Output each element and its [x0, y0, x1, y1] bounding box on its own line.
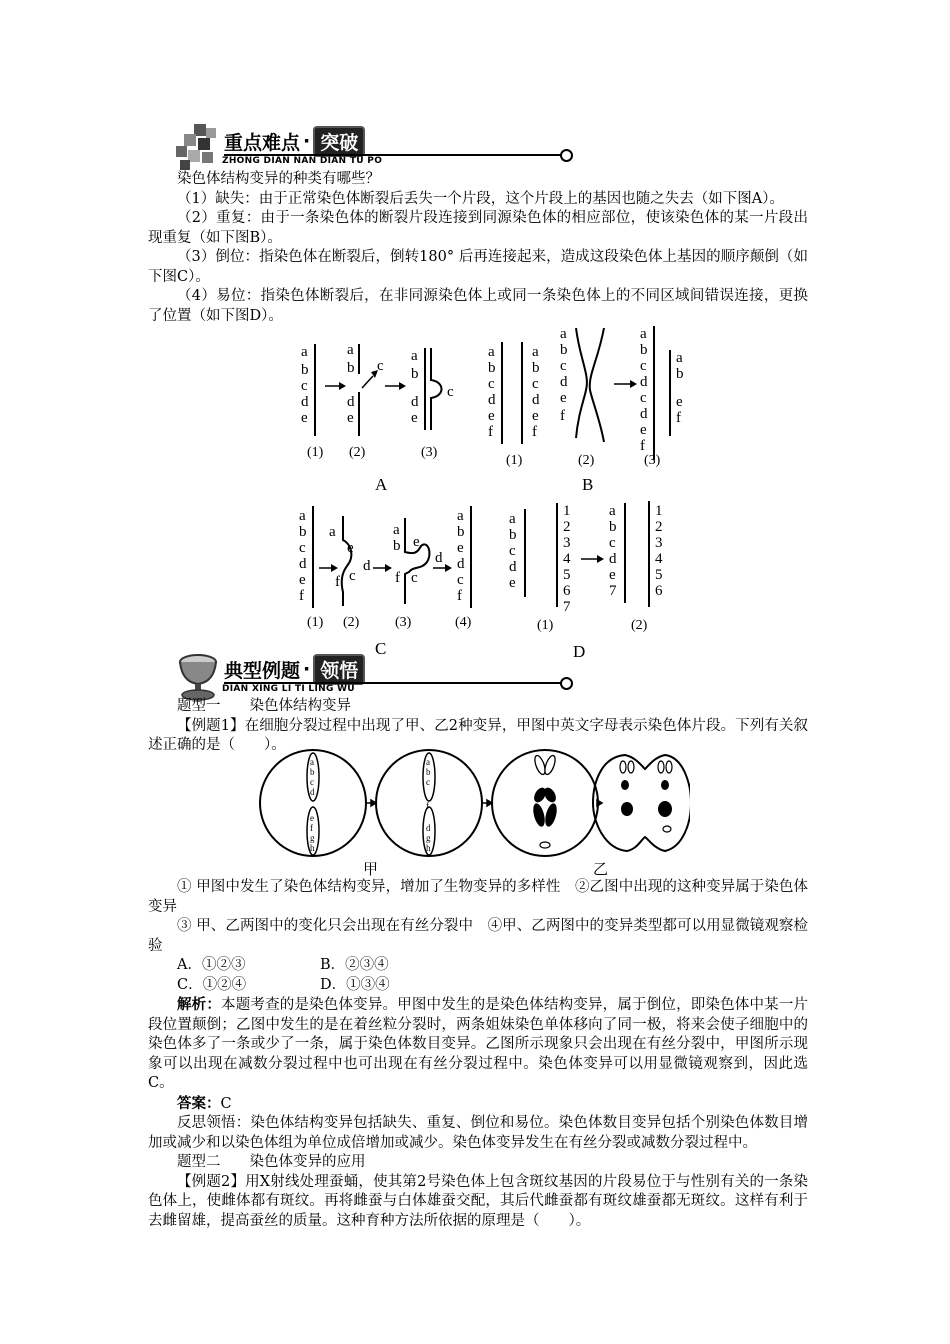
svg-text:e: e [509, 575, 516, 591]
paragraph-duplication: （2）重复：由于一条染色体的断裂片段连接到同源染色体的相应部位，使该染色体的某一片段出现重复（如下图B）。 [148, 210, 808, 246]
svg-text:c: c [299, 540, 306, 556]
example-1-body [148, 878, 808, 1231]
svg-text:3: 3 [563, 535, 571, 551]
svg-text:c: c [609, 535, 616, 551]
figure-d-caption: D [573, 642, 586, 661]
option-a: A．①②③ [177, 957, 246, 973]
figure-b-step-2-label: (2) [578, 453, 595, 468]
svg-text:a: a [411, 348, 418, 364]
example-2-label: 【例题2】 [177, 1173, 246, 1190]
example-1-label: 【例题1】 [177, 717, 245, 734]
svg-text:e: e [560, 390, 567, 406]
option-c: C．①②④ [177, 976, 247, 993]
svg-text:a: a [509, 511, 516, 527]
svg-text:e: e [488, 408, 495, 424]
figure-a-step-3-label: (3) [421, 445, 438, 460]
svg-text:d: d [301, 394, 309, 410]
svg-text:e: e [310, 813, 314, 823]
svg-text:7: 7 [609, 583, 617, 599]
banner-title: 重点难点 · 突破 [224, 128, 365, 154]
svg-text:e: e [532, 408, 539, 424]
banner-title-main: 重点难点 [224, 131, 301, 154]
svg-text:b: b [609, 519, 617, 535]
figure-d-step-2-label: (2) [631, 618, 648, 633]
analysis-text: 本题考查的是染色体变异。甲图中发生的是染色体结构变异，属于倒位，即染色体中某一片段位置颠倒；乙图中发生的是在着丝粒分裂时，两条姐妹染色单体移向了同一极，将来会使子细胞中的染色体多了一条或少了一条，属于染色体数目变异。乙图所示现象只会出现在有丝分裂中，甲图所示现象可以出现在减数分裂过程中也可出现在有丝分裂过程中。染色体变异可以用显微镜观察到，因此选C。 [148, 997, 809, 1091]
figure-label-jia: 甲 [363, 860, 379, 878]
svg-text:f: f [676, 410, 681, 426]
svg-text:b: b [426, 767, 431, 777]
svg-text:5: 5 [563, 567, 571, 583]
svg-text:f: f [426, 801, 429, 811]
svg-text:1: 1 [563, 503, 571, 519]
svg-text:d: d [426, 823, 431, 833]
svg-text:f: f [532, 424, 537, 440]
svg-text:d: d [299, 556, 307, 572]
svg-text:e: e [413, 534, 420, 550]
analysis-paragraph [148, 995, 808, 1094]
figure-c-step-2-label: (2) [343, 615, 360, 630]
svg-text:g: g [426, 833, 431, 843]
svg-text:c: c [447, 384, 454, 400]
svg-text:6: 6 [563, 583, 571, 599]
svg-text:d: d [347, 394, 355, 410]
svg-text:a: a [393, 522, 400, 538]
svg-text:d: d [411, 394, 419, 410]
svg-text:b: b [301, 362, 309, 378]
section-banner-key-points [172, 122, 402, 176]
svg-text:d: d [640, 406, 648, 422]
banner-title: 典型例题 · 领悟 [224, 656, 365, 682]
svg-text:h: h [310, 843, 315, 853]
svg-text:c: c [488, 376, 495, 392]
svg-text:d: d [609, 551, 617, 567]
answer-label: 答案： [177, 1094, 221, 1112]
banner-pinyin: ZHONG DIAN NAN DIAN TU PO [222, 156, 383, 166]
svg-text:b: b [310, 767, 315, 777]
svg-text:c: c [640, 390, 647, 406]
svg-text:d: d [509, 559, 517, 575]
svg-text:d: d [560, 374, 568, 390]
svg-text:a: a [457, 508, 464, 524]
svg-text:b: b [640, 342, 648, 358]
figure-b-caption: B [582, 475, 594, 494]
figure-c-step-3-label: (3) [395, 615, 412, 630]
svg-text:c: c [509, 543, 516, 559]
figure-cell-division [255, 745, 690, 875]
svg-text:c: c [640, 358, 647, 374]
svg-text:g: g [310, 833, 315, 843]
svg-text:e: e [457, 540, 464, 556]
svg-text:4: 4 [655, 551, 663, 567]
options-row-2 [148, 976, 808, 996]
question-type-2: 题型二 染色体变异的应用 [177, 1154, 366, 1170]
svg-text:f: f [488, 424, 493, 440]
svg-text:e: e [676, 394, 683, 410]
figure-label-yi: 乙 [593, 860, 609, 878]
paragraph-deletion: （1）缺失：由于正常染色体断裂后丢失一个片段，这个片段上的基因也随之失去（如下图A）。 [177, 190, 784, 207]
svg-text:c: c [377, 358, 384, 374]
svg-text:4: 4 [563, 551, 571, 567]
option-d: D．①③④ [320, 976, 390, 993]
figure-a-step-2-label: (2) [349, 445, 366, 460]
statement-3-4: ③ 甲、乙两图中的变化只会出现在有丝分裂中 ④甲、乙两图中的变异类型都可以用显微镜观察检验 [148, 918, 808, 954]
svg-text:d: d [310, 787, 315, 797]
paragraph-translocation: （4）易位：指染色体断裂后，在非同源染色体上或同一条染色体上的不同区域间错误连接，更换了位置（如下图D）。 [148, 288, 808, 324]
svg-text:b: b [299, 524, 307, 540]
svg-text:d: d [488, 392, 496, 408]
banner-title-highlight: 突破 [313, 126, 365, 157]
svg-text:e: e [347, 540, 354, 556]
svg-text:b: b [676, 366, 684, 382]
svg-text:e: e [301, 410, 308, 426]
svg-text:e: e [609, 567, 616, 583]
svg-text:c: c [457, 572, 464, 588]
svg-text:e: e [347, 410, 354, 426]
svg-text:a: a [609, 503, 616, 519]
figure-b-duplication [480, 320, 690, 495]
svg-text:c: c [411, 570, 418, 586]
question-text: 染色体结构变异的种类有哪些？ [177, 171, 380, 187]
svg-text:2: 2 [655, 519, 663, 535]
svg-text:2: 2 [563, 519, 571, 535]
svg-text:f: f [457, 588, 462, 604]
analysis-label: 解析： [177, 996, 222, 1013]
statement-1-2: ① 甲图中发生了染色体结构变异，增加了生物变异的多样性 ②乙图中出现的这种变异属于染色体变异 [148, 879, 808, 915]
svg-text:f: f [335, 574, 340, 590]
svg-text:d: d [532, 392, 540, 408]
example-2-text: 用X射线处理蚕蛹，使其第2号染色体上包含斑纹基因的片段易位于与性别有关的一条染色体上，使雌体都有斑纹。再将雌蚕与白体雄蚕交配，其后代雌蚕都有斑纹雄蚕都无斑纹。这样有利于去雌留雄，提高蚕丝的质量。这种育种方法所依据的原理是（ ）。 [148, 1173, 808, 1229]
svg-text:a: a [310, 757, 314, 767]
svg-text:b: b [457, 524, 465, 540]
svg-text:b: b [532, 360, 540, 376]
svg-text:a: a [347, 342, 354, 358]
goblet-icon [172, 650, 224, 702]
answer-text: C [220, 1095, 232, 1112]
figure-c-step-4-label: (4) [455, 615, 472, 630]
banner-pinyin: DIAN XING LI TI LING WU [222, 684, 355, 694]
cubes-icon [172, 122, 224, 174]
svg-text:7: 7 [563, 599, 571, 615]
svg-text:f: f [299, 588, 304, 604]
figure-b-step-3-label: (3) [644, 453, 661, 468]
section-banner-examples [172, 650, 402, 704]
svg-text:a: a [329, 524, 336, 540]
svg-text:3: 3 [655, 535, 663, 551]
svg-text:1: 1 [655, 503, 663, 519]
reflection-paragraph: 反思领悟：染色体结构变异包括缺失、重复、倒位和易位。染色体数目变异包括个别染色体数目增加或减少和以染色体组为单位成倍增加或减少。染色体变异发生在有丝分裂或减数分裂过程中。 [148, 1115, 808, 1151]
figure-d-translocation [505, 495, 690, 665]
svg-text:d: d [435, 550, 443, 566]
figure-c-inversion [295, 500, 490, 665]
svg-text:e: e [411, 410, 418, 426]
svg-text:f: f [560, 408, 565, 424]
svg-text:b: b [560, 342, 568, 358]
svg-text:d: d [640, 374, 648, 390]
figure-c-step-1-label: (1) [307, 615, 324, 630]
options-row-1 [148, 956, 808, 976]
figure-a-step-1-label: (1) [307, 445, 324, 460]
figure-d-step-1-label: (1) [537, 618, 554, 633]
svg-text:c: c [532, 376, 539, 392]
svg-text:b: b [347, 360, 355, 376]
svg-text:d: d [363, 558, 371, 574]
svg-text:a: a [640, 326, 647, 342]
svg-text:a: a [426, 757, 430, 767]
section-structure-variation-types [148, 170, 808, 326]
svg-text:a: a [560, 326, 567, 342]
svg-text:h: h [426, 843, 431, 853]
svg-text:f: f [395, 570, 400, 586]
svg-text:f: f [310, 823, 313, 833]
question-type-1: 题型一 染色体结构变异 [177, 698, 351, 714]
svg-text:a: a [532, 344, 539, 360]
example-1-text: 在细胞分裂过程中出现了甲、乙2种变异，甲图中英文字母表示染色体片段。下列有关叙述正确的是（ ）。 [148, 717, 808, 753]
svg-text:b: b [509, 527, 517, 543]
svg-text:e: e [299, 572, 306, 588]
svg-text:c: c [310, 777, 314, 787]
banner-title-highlight: 领悟 [313, 654, 365, 685]
svg-text:a: a [488, 344, 495, 360]
svg-text:c: c [426, 777, 430, 787]
svg-text:c: c [301, 378, 308, 394]
svg-text:a: a [676, 350, 683, 366]
svg-text:c: c [560, 358, 567, 374]
svg-text:d: d [457, 556, 465, 572]
figure-b-step-1-label: (1) [506, 453, 523, 468]
svg-text:f: f [640, 438, 645, 454]
banner-title-main: 典型例题 [224, 659, 301, 682]
svg-text:5: 5 [655, 567, 663, 583]
svg-text:a: a [299, 508, 306, 524]
banner-ring [560, 149, 573, 162]
svg-text:b: b [411, 366, 419, 382]
option-b: B．②③④ [320, 957, 389, 973]
paragraph-inversion: （3）倒位：指染色体在断裂后，倒转180° 后再连接起来，造成这段染色体上基因的顺序颠倒（如下图C）。 [148, 249, 808, 285]
figure-a-deletion [295, 330, 475, 500]
figure-c-caption: C [375, 639, 387, 658]
svg-text:e: e [640, 422, 647, 438]
svg-text:6: 6 [655, 583, 663, 599]
svg-text:b: b [393, 538, 401, 554]
banner-ring [560, 677, 573, 690]
svg-text:c: c [349, 568, 356, 584]
example-2-stem [148, 1173, 808, 1232]
figure-a-caption: A [375, 475, 388, 494]
svg-text:b: b [488, 360, 496, 376]
answer-paragraph [148, 1094, 808, 1115]
svg-text:a: a [301, 344, 308, 360]
